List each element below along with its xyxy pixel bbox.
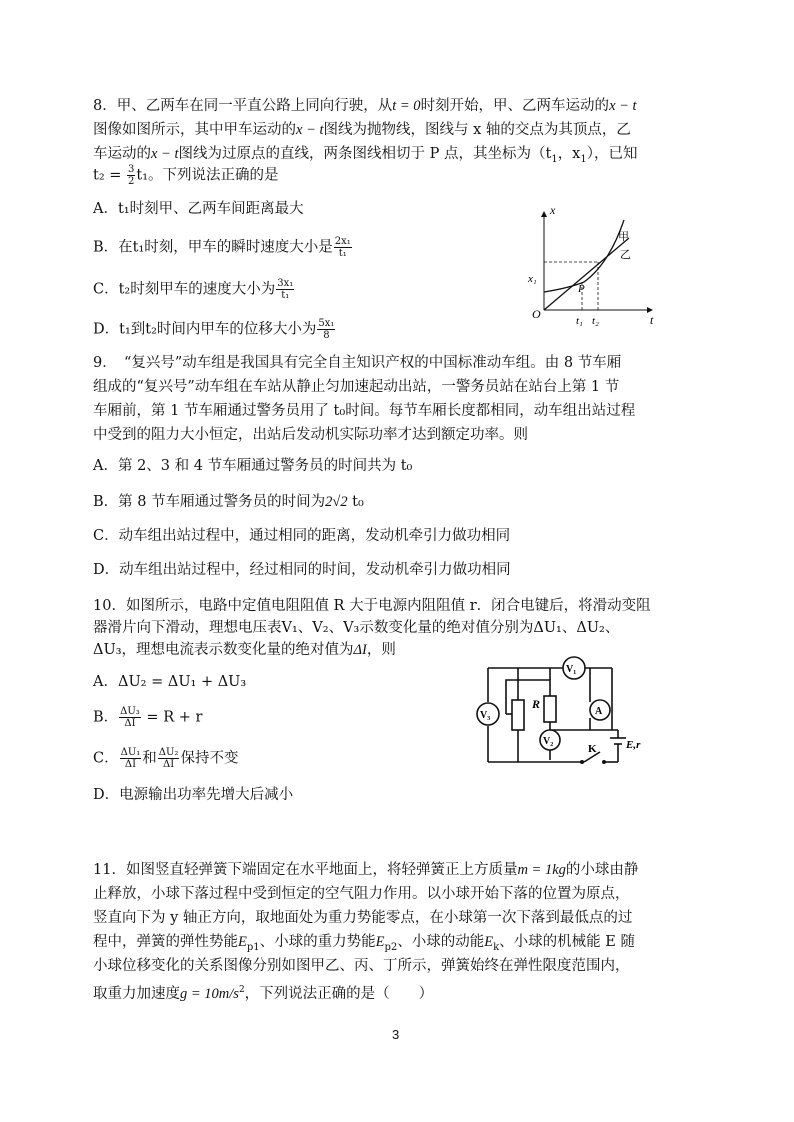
q10-option-c: C． $\frac{\text{ΔU₁}}{\Delta I}$ 和 $\frac{\text{ΔU₂}}{\Delta I}$ 保持不变	[93, 747, 239, 770]
q9-line-2: 组成的“复兴号”动车组在车站从静止匀加速起动出站，一警务员站在站台上第 1 节	[93, 379, 620, 395]
q8-option-b: B．在t₁时刻，甲车的瞬时速度大小是 $\frac{\text{2x₁}}{\text{t₁}}$	[93, 236, 351, 259]
label-p: P	[578, 283, 585, 295]
page-number: 3	[392, 1027, 400, 1042]
svg-text:K: K	[588, 743, 597, 755]
q10-line-1: 10．如图所示，电路中定值电阻阻值 R 大于电源内阻阻值 r．闭合电键后，将滑动变阻	[93, 598, 651, 614]
svg-text:V₂: V₂	[543, 736, 554, 747]
svg-text:R: R	[532, 697, 541, 711]
rheostat	[512, 700, 524, 730]
label-t1: t₁	[576, 315, 583, 327]
label-jia: 甲	[618, 231, 629, 243]
q9-line-4: 中受到的阻力大小恒定，出站后发动机实际功率才达到额定功率。则	[93, 427, 528, 443]
label-t-axis: t	[650, 313, 654, 327]
curve-jia	[544, 220, 624, 292]
q9-option-c: C．动车组出站过程中，通过相同的距离，发动机牵引力做功相同	[93, 528, 511, 544]
svg-text:A: A	[595, 706, 603, 717]
q8-option-a: A．t₁时刻甲、乙两车间距离最大	[93, 201, 304, 217]
q8-xt-graph	[524, 200, 664, 330]
q10-circuit-diagram	[466, 656, 656, 774]
q11-line-3: 竖直向下为 y 轴正方向，取地面处为重力势能零点，在小球第一次下落到最低点的过	[93, 910, 633, 926]
q8-line-4: t₂ = $\frac{3}{2}$ t₁。下列说法正确的是	[93, 164, 279, 187]
q8-option-c: C．t₂时刻甲车的速度大小为 $\frac{\text{3x₁}}{\text{t₁}}$	[93, 278, 294, 301]
svg-text:V₃: V₃	[480, 710, 491, 721]
q9-line-3: 车厢前，第 1 节车厢通过警务员用了 t₀时间。每节车厢长度都相同，动车组出站过程	[93, 403, 636, 419]
q9-line-1: 9． “复兴号”动车组是我国具有完全自主知识产权的中国标准动车组。由 8 节车厢	[93, 355, 622, 371]
svg-text:E,r: E,r	[626, 739, 641, 751]
label-x1: x₁	[528, 273, 537, 285]
label-origin: O	[532, 307, 541, 321]
q11-line-2: 止释放，小球下落过程中受到恒定的空气阻力作用。以小球开始下落的位置为原点，	[93, 886, 630, 902]
q8-line-2: 图像如图所示，其中甲车运动的x − t图线为抛物线，图线与 x 轴的交点为其顶点，乙	[93, 122, 631, 138]
q11-line-4: 程中，弹簧的弹性势能$E_{p1}$、小球的重力势能$E_{p2}$、小球的动能$E_k$、小球的机械能 E 随	[93, 934, 635, 953]
q10-option-a: A．ΔU₂ = ΔU₁ + ΔU₃	[93, 674, 247, 690]
q11-line-5: 小球位移变化的关系图像分别如图甲乙、丙、丁所示，弹簧始终在弹性限度范围内，	[93, 958, 630, 974]
q10-line-2: 器滑片向下滑动，理想电压表V₁、V₂、V₃示数变化量的绝对值分别为ΔU₁、ΔU₂、	[93, 620, 620, 636]
q8-option-d: D．t₁到t₂时间内甲车的位移大小为 $\frac{\text{5x₁}}{8}$	[93, 318, 335, 341]
q8-line-1: 8．甲、乙两车在同一平直公路上同向行驶，从t = 0时刻开始，甲、乙两车运动的x − t	[93, 98, 637, 114]
q10-option-b: B． $\frac{\text{ΔU₃}}{\Delta I}$ = R + r	[93, 706, 203, 729]
q11-line-1: 11．如图竖直轻弹簧下端固定在水平地面上，将轻弹簧正上方质量m = 1kg的小球由静	[93, 862, 639, 878]
label-t2: t₂	[592, 315, 599, 327]
label-yi: 乙	[620, 249, 631, 261]
line-yi	[544, 238, 629, 310]
q9-option-a: A．第 2、3 和 4 节车厢通过警务员的时间共为 t₀	[93, 458, 413, 474]
q8-line-3: 车运动的x − t图线为过原点的直线，两条图线相切于 P 点，其坐标为（$t_1$，$x_1$），已知	[93, 146, 638, 165]
q11-line-6: 取重力加速度$g = 10m/s^2$，下列说法正确的是（ ）	[93, 985, 434, 1002]
q9-option-d: D．动车组出站过程中，经过相同的时间，发动机牵引力做功相同	[93, 562, 511, 578]
q10-line-3: ΔU₃，理想电流表示数变化量的绝对值为ΔI，则	[93, 642, 396, 658]
q10-option-d: D．电源输出功率先增大后减小	[93, 787, 294, 803]
svg-text:V₁: V₁	[566, 664, 577, 675]
resistor-r	[544, 696, 556, 722]
q9-option-b: B．第 8 节车厢通过警务员的时间为2√2 t₀	[93, 494, 364, 510]
label-x-axis: x	[550, 203, 556, 217]
